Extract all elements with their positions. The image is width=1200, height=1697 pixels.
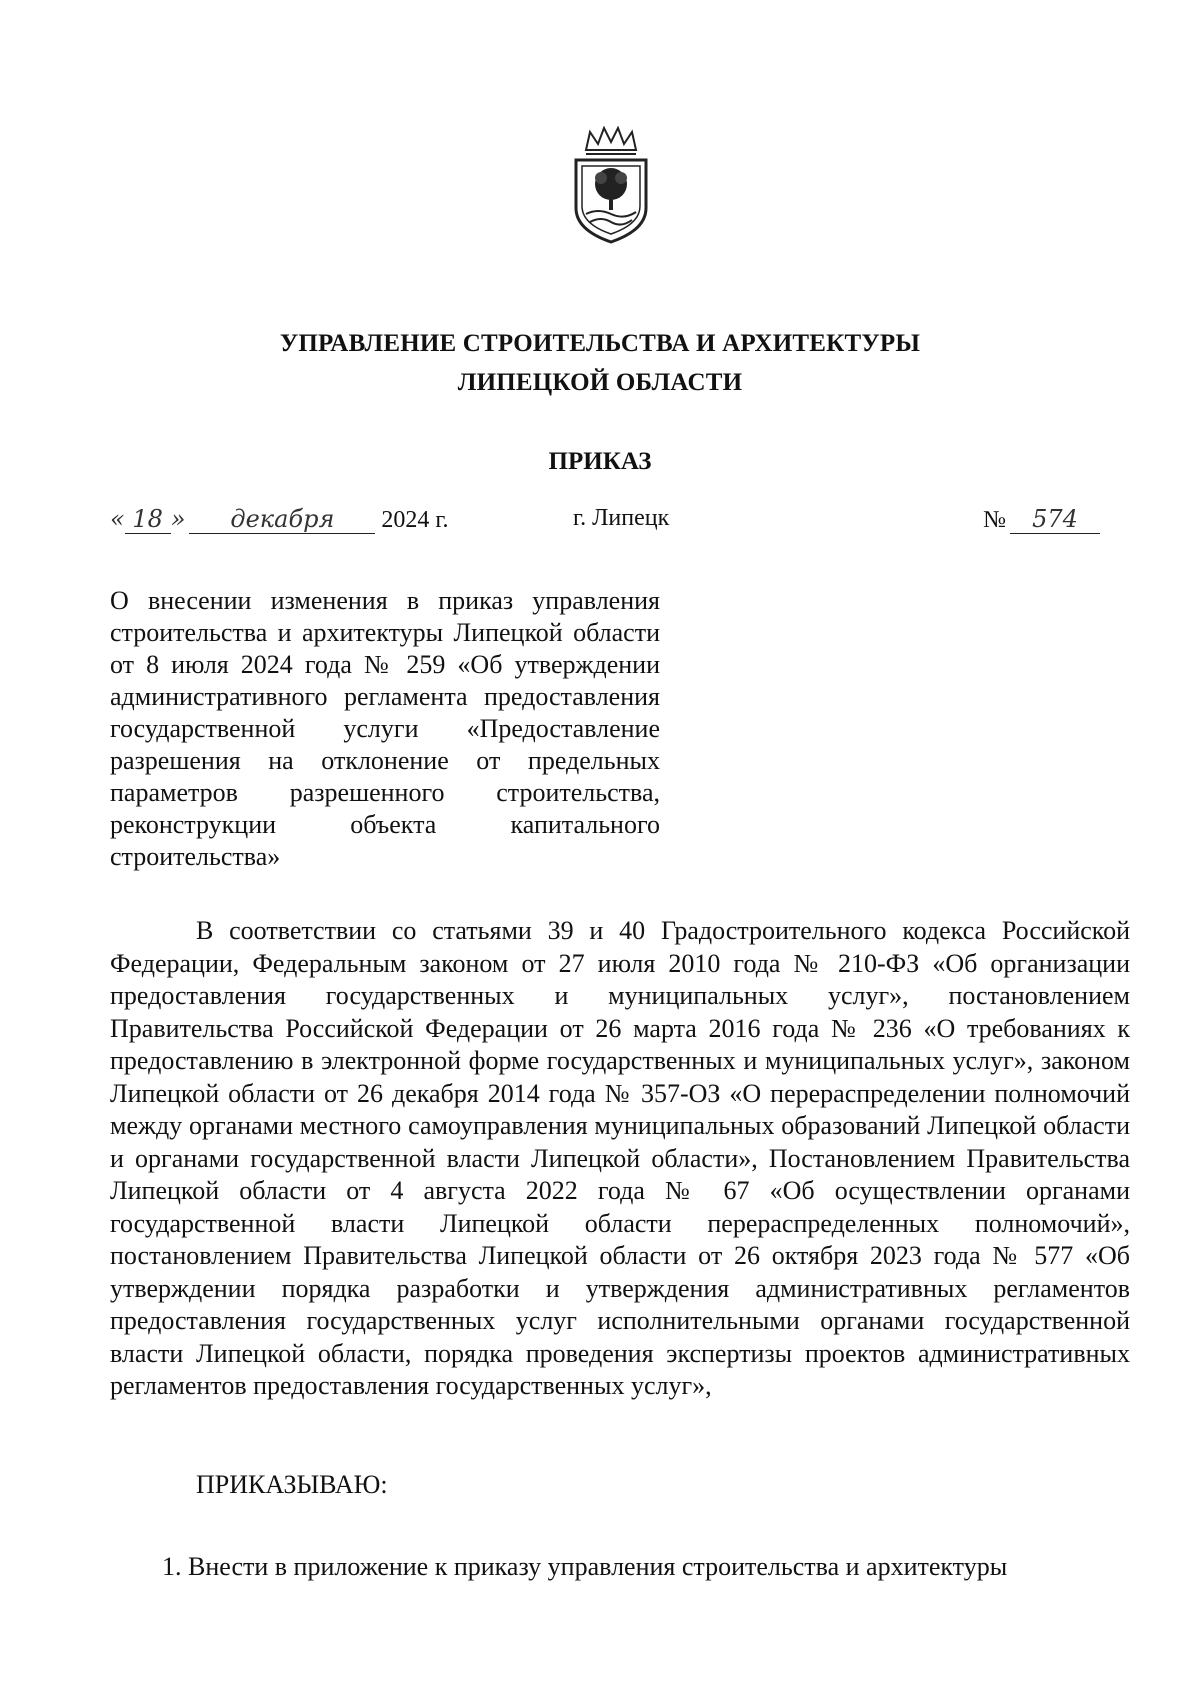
order-directive: ПРИКАЗЫВАЮ: [196,1470,388,1499]
date-open-quote: « [110,505,125,533]
document-date [110,505,449,534]
preamble-paragraph: В соответствии со статьями 39 и 40 Градостроительного кодекса Российской Федерации, Федеральным законом от 27 июля 2010 года № 210-ФЗ «Об организации предоставления государственных и муниципальных услуг», постановлением Правительства Российской Федерации от 26 марта 2016 года № 236 «О требованиях к предоставлению в электронной форме государственных и муниципальных услуг», законом Липецкой области от 26 декабря 2014 года № 357-ОЗ «О перераспределении полномочий между органами местного самоуправления муниципальных образований Липецкой области и органами государственной власти Липецкой области», Постановлением Правительства Липецкой области от 4 августа 2022 года № 67 «Об осуществлении органами государственной власти Липецкой области перераспределенных полномочий», постановлением Правительства Липецкой области от 26 октября 2023 года № 577 «Об утверждении порядка разработки и утверждения административных регламентов предоставления государственных услуг исполнительными органами государственной власти Липецкой области, порядка проведения экспертизы проектов административных регламентов предоставления государственных услуг», [110,916,1130,1400]
document-place: г. Липецк [573,505,670,531]
coat-of-arms-icon [568,126,654,244]
organization-name: УПРАВЛЕНИЕ СТРОИТЕЛЬСТВА И АРХИТЕКТУРЫ [279,330,921,357]
date-close-quote: » [170,505,186,533]
document-number [983,505,1100,534]
document-meta [110,505,1100,545]
date-day: 18 [125,505,171,534]
document-type: ПРИКАЗ [548,448,652,475]
date-year: 2024 г. [381,507,449,533]
organization-region: ЛИПЕЦКОЙ ОБЛАСТИ [457,369,743,396]
document-subject: О внесении изменения в приказ управления строительства и архитектуры Липецкой области от 8 июля 2024 года № 259 «Об утверждении административного регламента предоставления государственной услуги «Предоставление разрешения на отклонение от предельных параметров разрешенного строительства, реконструкции объекта капитального строительства» [110,586,660,871]
order-item-1: 1. Внести в приложение к приказу управления строительства и архитектуры [162,1552,1008,1581]
number-label: № [983,507,1006,533]
number-value: 574 [1010,505,1100,534]
date-month: декабря [189,505,375,534]
